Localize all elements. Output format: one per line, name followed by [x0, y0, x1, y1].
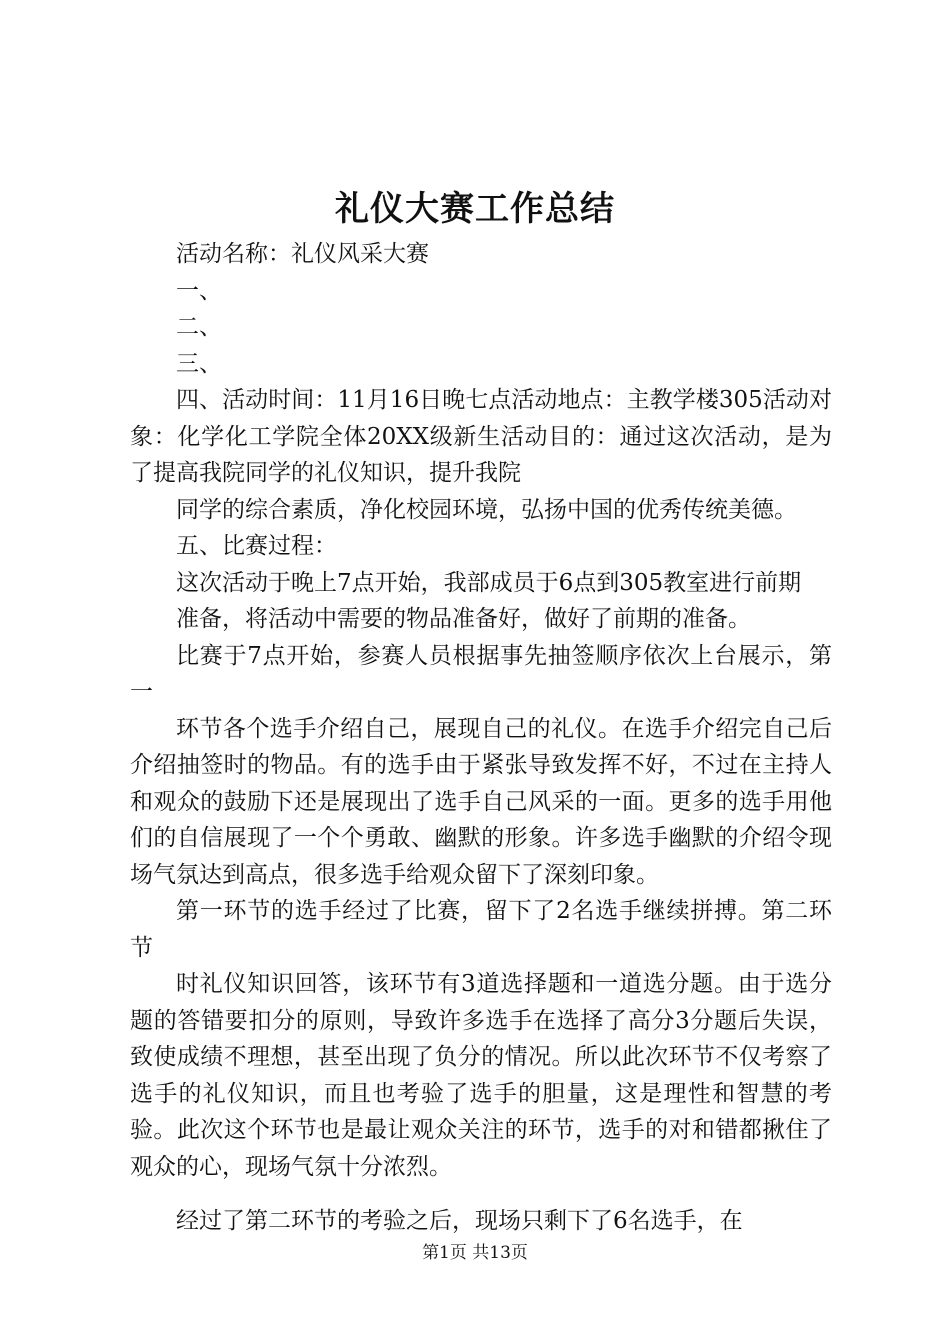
- paragraph-section-1: 一、: [176, 277, 222, 304]
- paragraph-round-three: 经过了第二环节的考验之后，现场只剩下了6名选手，在: [176, 1208, 743, 1234]
- paragraph-round-two: 时礼仪知识回答，该环节有3道选择题和一道选分题。由于选分题的答错要扣分的原则，导致许多选手在选择了高分3分题后失误，致使成绩不理想，甚至出现了负分的情况。所以此次环节不仅考察了选手的礼仪知识，而且也考验了选手的胆量，这是理性和智慧的考验。此次这个环节也是最让观众关注的环节，选手的对和错都揪住了观众的心，现场气氛十分浓烈。: [130, 971, 832, 1180]
- paragraph-preparation: 准备，将活动中需要的物品准备好，做好了前期的准备。: [176, 606, 751, 632]
- paragraph-start-time: 这次活动于晚上7点开始，我部成员于6点到305教室进行前期: [176, 569, 802, 596]
- paragraph-activity-purpose: 同学的综合素质，净化校园环境，弘扬中国的优秀传统美德。: [176, 496, 797, 523]
- paragraph-process-heading: 五、比赛过程：: [176, 533, 337, 559]
- page-title: 礼仪大赛工作总结: [335, 189, 615, 229]
- document-body: [130, 236, 832, 1240]
- paragraph-contest-start: 比赛于7点开始，参赛人员根据事先抽签顺序依次上台展示，第一: [130, 642, 832, 705]
- paragraph-section-2: 二、: [176, 314, 222, 340]
- paragraph-round-one: 环节各个选手介绍自己，展现自己的礼仪。在选手介绍完自己后介绍抽签时的物品。有的选手由于紧张导致发挥不好，不过在主持人和观众的鼓励下还是展现出了选手自己风采的一面。更多的选手用他们的自信展现了一个个勇敢、幽默的形象。许多选手幽默的介绍令现场气氛达到高点，很多选手给观众留下了深刻印象。: [130, 715, 832, 888]
- paragraph-activity-name: 活动名称：礼仪风采大赛: [176, 241, 429, 267]
- paragraph-round-one-result: 第一环节的选手经过了比赛，留下了2名选手继续拼搏。第二环节: [130, 898, 832, 961]
- paragraph-section-3: 三、: [176, 350, 222, 377]
- page-number: 第1页 共13页: [422, 1243, 528, 1263]
- paragraph-activity-info: 四、活动时间：11月16日晚七点活动地点：主教学楼305活动对象：化学化工学院全体20XX级新生活动目的：通过这次活动，是为了提高我院同学的礼仪知识，提升我院: [130, 387, 832, 486]
